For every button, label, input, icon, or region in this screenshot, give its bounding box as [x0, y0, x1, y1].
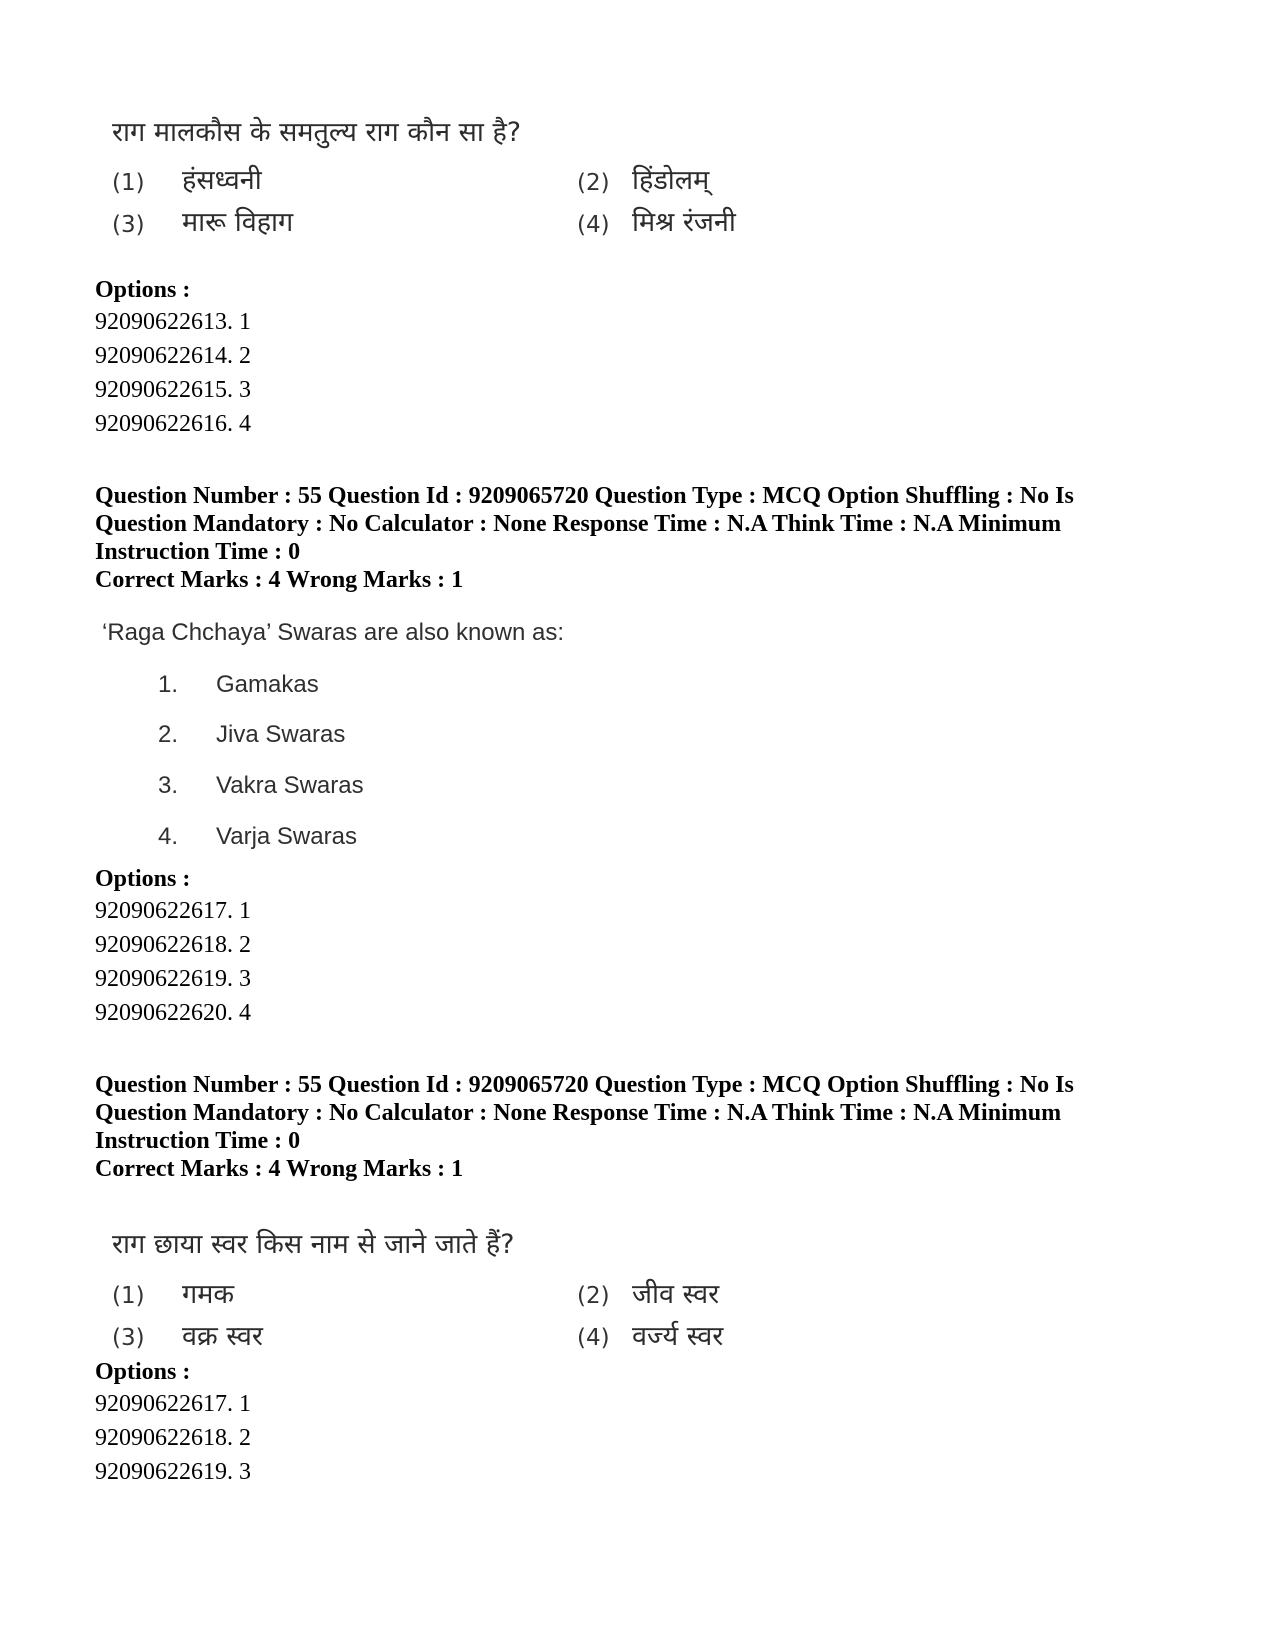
option-id: 92090622614. 2: [95, 343, 251, 369]
option-id: 92090622616. 4: [95, 411, 251, 437]
choice-text: Vakra Swaras: [216, 772, 364, 799]
meta-line: Question Number : 55 Question Id : 9209065720 Question Type : MCQ Option Shuffling : No Is: [95, 483, 1074, 509]
choice-number: (2): [577, 170, 610, 196]
choice-text: वर्ज्य स्वर: [632, 1321, 724, 1352]
choice-number: 4.: [158, 823, 179, 850]
question-stem: राग छाया स्वर किस नाम से जाने जाते हैं?: [112, 1229, 515, 1260]
choice-text: मिश्र रंजनी: [632, 207, 736, 238]
option-id: 92090622615. 3: [95, 377, 251, 403]
choice-number: (3): [112, 1325, 145, 1351]
options-label: Options :: [95, 1359, 191, 1385]
choice-number: (2): [577, 1283, 610, 1309]
meta-line: Question Number : 55 Question Id : 9209065720 Question Type : MCQ Option Shuffling : No Is: [95, 1072, 1074, 1098]
choice-number: (1): [112, 1283, 145, 1309]
options-list: [95, 305, 251, 441]
choice-number: (1): [112, 170, 145, 196]
option-id: 92090622619. 3: [95, 1459, 251, 1485]
marks-line: Correct Marks : 4 Wrong Marks : 1: [95, 1156, 464, 1182]
choice-text: मारू विहाग: [182, 207, 294, 238]
choice-number: 3.: [158, 772, 179, 799]
option-id: 92090622619. 3: [95, 966, 251, 992]
option-id: 92090622613. 1: [95, 309, 251, 335]
meta-line: Question Mandatory : No Calculator : None Response Time : N.A Think Time : N.A Minimum: [95, 511, 1062, 537]
meta-line: Instruction Time : 0: [95, 1128, 301, 1154]
question-stem: ‘Raga Chchaya’ Swaras are also known as:: [102, 619, 565, 646]
option-id: 92090622617. 1: [95, 1391, 251, 1417]
options-label: Options :: [95, 277, 191, 303]
options-list: [95, 1387, 251, 1489]
option-id: 92090622617. 1: [95, 898, 251, 924]
marks-line: Correct Marks : 4 Wrong Marks : 1: [95, 567, 464, 593]
choice-number: (4): [577, 212, 610, 238]
choice-text: Varja Swaras: [216, 823, 357, 850]
choice-text: गमक: [182, 1279, 235, 1310]
question-stem: राग मालकौस के समतुल्य राग कौन सा है?: [112, 117, 522, 148]
choice-number: (4): [577, 1325, 610, 1351]
question-meta: [95, 482, 1195, 566]
option-id: 92090622620. 4: [95, 1000, 251, 1026]
meta-line: Question Mandatory : No Calculator : None Response Time : N.A Think Time : N.A Minimum: [95, 1100, 1062, 1126]
choice-number: 1.: [158, 671, 179, 698]
choice-text: हंसध्वनी: [182, 165, 262, 196]
options-label: Options :: [95, 866, 191, 892]
question-meta: [95, 1071, 1195, 1155]
choice-text: हिंडोलम्: [632, 165, 710, 196]
choice-number: 2.: [158, 721, 179, 748]
choice-text: Gamakas: [216, 671, 319, 698]
choice-text: जीव स्वर: [632, 1279, 720, 1310]
options-list: [95, 894, 251, 1030]
choice-text: वक्र स्वर: [182, 1321, 263, 1352]
choice-number: (3): [112, 212, 145, 238]
option-id: 92090622618. 2: [95, 932, 251, 958]
meta-line: Instruction Time : 0: [95, 539, 301, 565]
option-id: 92090622618. 2: [95, 1425, 251, 1451]
choice-text: Jiva Swaras: [216, 721, 346, 748]
